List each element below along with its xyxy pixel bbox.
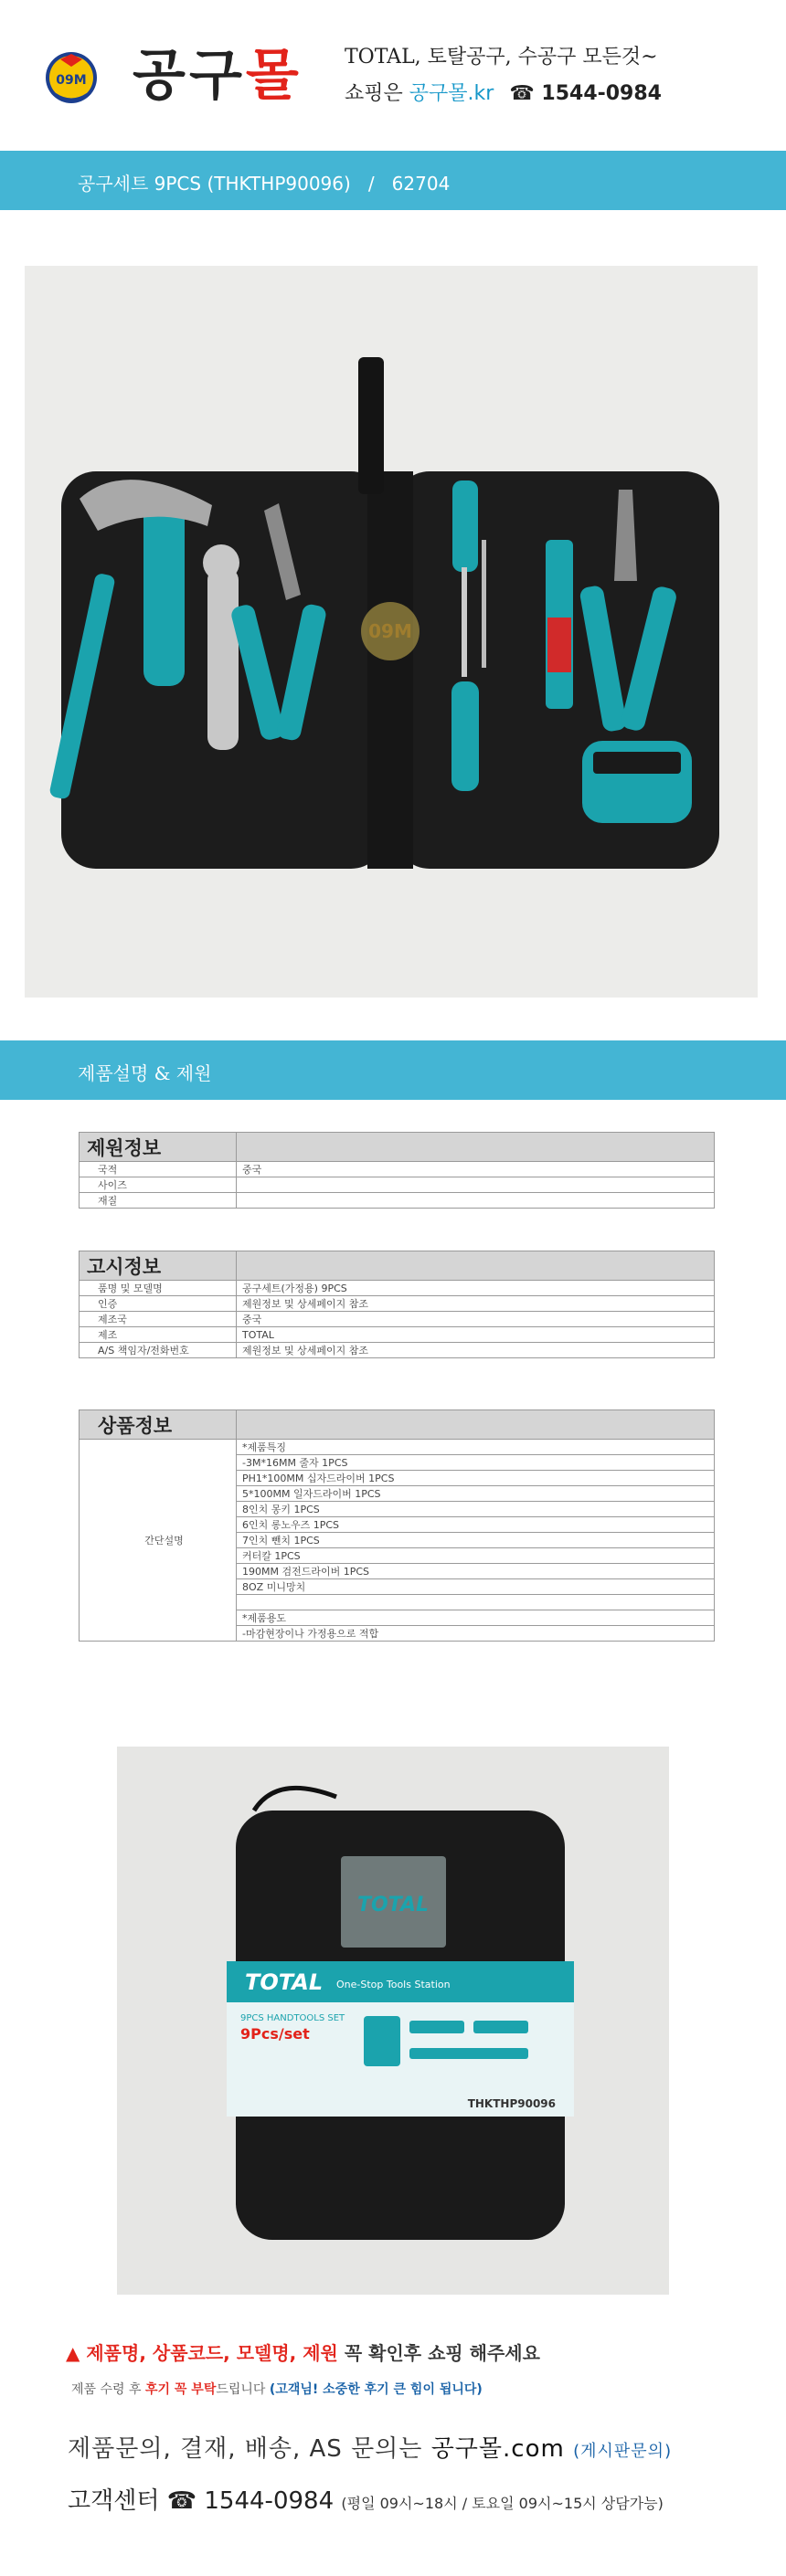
photo-watermark: 09M: [368, 620, 412, 642]
package-image: [117, 1747, 669, 2295]
table-row: [80, 1162, 715, 1177]
brand-part-1: 공구: [133, 44, 246, 108]
row-value: 8인치 몽키 1PCS: [237, 1502, 715, 1517]
row-value: [237, 1177, 715, 1193]
row-key: 제조국: [80, 1312, 237, 1327]
warning-icon: ▲: [66, 2342, 80, 2364]
shop-info: [345, 78, 662, 106]
spec-table-title: 제원정보: [80, 1133, 237, 1162]
package-photo: [117, 1747, 669, 2295]
row-value: 중국: [237, 1162, 715, 1177]
sleeve-brand: TOTAL: [245, 1969, 324, 1995]
bag-brand-label: TOTAL: [356, 1894, 430, 1916]
row-value: 190MM 검전드라이버 1PCS: [237, 1564, 715, 1579]
product-table-header: [80, 1410, 715, 1440]
row-key: A/S 책임자/전화번호: [80, 1343, 237, 1358]
table-row: [80, 1296, 715, 1312]
notice-table-title: 고시정보: [80, 1251, 237, 1281]
sleeve-set-name: 9PCS HANDTOOLS SET: [240, 2013, 345, 2023]
cs-label: 고객센터: [68, 2487, 160, 2515]
review-request: [71, 2380, 483, 2398]
phone-number: 1544-0984: [541, 82, 662, 105]
shop-phone[interactable]: [509, 82, 662, 105]
product-info-table: [79, 1409, 715, 1642]
inquiry-site-link[interactable]: 공구몰.com: [430, 2435, 565, 2463]
cs-phone[interactable]: 1544-0984: [204, 2487, 335, 2515]
review-emphasis: 후기 꼭 부탁: [144, 2382, 217, 2397]
table-row: [80, 1327, 715, 1343]
row-key: 간단설명: [80, 1440, 237, 1642]
product-photo: [25, 266, 758, 998]
table-row: [80, 1177, 715, 1193]
row-value: *제품용도: [237, 1610, 715, 1626]
spec-table: [79, 1132, 715, 1209]
logo-text: 09M: [56, 73, 87, 88]
sleeve-badge: 9Pcs/set: [240, 2025, 310, 2043]
shop-prefix: 쇼핑은: [345, 82, 403, 105]
row-value: *제품특징: [237, 1440, 715, 1455]
brand-part-2: 몰: [245, 44, 303, 108]
row-value: 8OZ 미니망치: [237, 1579, 715, 1595]
review-thanks: (고객님! 소중한 후기 큰 힘이 됩니다): [269, 2382, 483, 2397]
tagline: TOTAL, 토탈공구, 수공구 모든것~: [345, 46, 658, 69]
sleeve-model: THKTHP90096: [467, 2097, 556, 2110]
product-table-title: 상품정보: [80, 1410, 237, 1440]
row-key: 사이즈: [80, 1177, 237, 1193]
row-value: [237, 1595, 715, 1610]
row-value: 제원정보 및 상세페이지 참조: [237, 1343, 715, 1358]
row-value: 공구세트(가정용) 9PCS: [237, 1281, 715, 1296]
warning-items: 제품명, 상품코드, 모델명, 제원: [86, 2342, 338, 2364]
notice-table-header: [80, 1251, 715, 1281]
inquiry-text: 제품문의, 결재, 배송, AS 문의는: [68, 2435, 423, 2463]
row-value: [237, 1193, 715, 1209]
row-key: 제조: [80, 1327, 237, 1343]
section-banner: [0, 1040, 786, 1100]
review-mid: 드립니다: [216, 2382, 266, 2397]
row-value: 중국: [237, 1312, 715, 1327]
product-title: 공구세트 9PCS (THKTHP90096) / 62704: [78, 173, 451, 195]
phone-icon: ☎: [509, 82, 535, 105]
shop-logo[interactable]: [44, 41, 99, 114]
row-value: -3M*16MM 줄자 1PCS: [237, 1455, 715, 1471]
section-title: 제품설명 & 제원: [78, 1062, 212, 1084]
table-row: [80, 1440, 715, 1455]
spec-table-header: [80, 1133, 715, 1162]
table-row: [80, 1312, 715, 1327]
row-value: TOTAL: [237, 1327, 715, 1343]
page-header: [0, 0, 786, 151]
sleeve-subtitle: One-Stop Tools Station: [336, 1979, 451, 1990]
review-pre: 제품 수령 후: [71, 2382, 142, 2397]
table-row: [80, 1281, 715, 1296]
cs-hours: (평일 09시~18시 / 토요일 09시~15시 상담가능): [341, 2495, 664, 2512]
row-key: 인증: [80, 1296, 237, 1312]
customer-center: [68, 2482, 664, 2516]
row-value: 7인치 뺀치 1PCS: [237, 1533, 715, 1548]
phone-icon: ☎: [166, 2487, 197, 2515]
table-row: [80, 1193, 715, 1209]
row-value: 커터칼 1PCS: [237, 1548, 715, 1564]
row-value: PH1*100MM 십자드라이버 1PCS: [237, 1471, 715, 1486]
row-value: 제원정보 및 상세페이지 참조: [237, 1296, 715, 1312]
board-inquiry-link[interactable]: (게시판문의): [573, 2442, 673, 2461]
row-value: -마감현장이나 가정용으로 적합: [237, 1626, 715, 1642]
warning-text: 꼭 확인후 쇼핑 해주세요: [344, 2342, 540, 2364]
row-key: 품명 및 모델명: [80, 1281, 237, 1296]
row-value: 5*100MM 일자드라이버 1PCS: [237, 1486, 715, 1502]
row-value: 6인치 롱노우즈 1PCS: [237, 1517, 715, 1533]
product-title-banner: [0, 151, 786, 210]
shop-url-link[interactable]: 공구몰.kr: [409, 82, 494, 105]
warning-notice: [66, 2338, 540, 2365]
row-key: 국적: [80, 1162, 237, 1177]
tool-kit-image: [25, 266, 758, 998]
table-row: [80, 1343, 715, 1358]
inquiry-line: [68, 2430, 672, 2464]
notice-table: [79, 1251, 715, 1358]
brand-name[interactable]: [133, 32, 303, 111]
row-key: 재질: [80, 1193, 237, 1209]
